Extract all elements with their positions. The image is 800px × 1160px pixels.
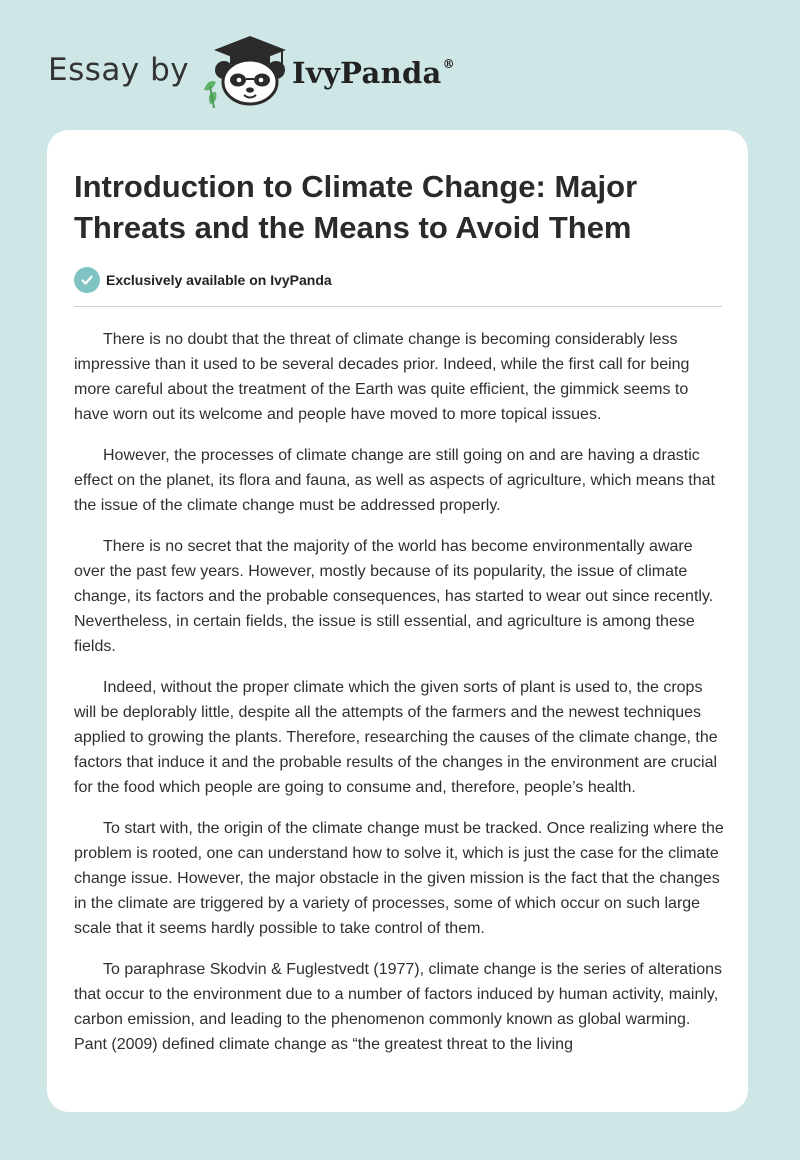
paragraph: However, the processes of climate change are still going on and are having a drastic effect on the planet, its flora and fauna, as well as aspects of agriculture, which means that the issue of the climate change must be addressed properly.	[74, 447, 715, 514]
paragraph: To paraphrase Skodvin & Fuglestvedt (1977), climate change is the series of alterations that occur to the environment due to a number of factors induced by human activity, mainly, carbon emission, and leading to the phenomenon commonly known as global warming. Pant (2009) defined climate change as “the greatest threat to the living	[74, 961, 722, 1053]
paragraph: There is no secret that the majority of the world has become environmentally aware over the past few years. However, mostly because of its popularity, the issue of climate change, its factors and the probable consequences, has started to wear out since recently. Nevertheless, in certain fields, the issue is still essential, and agriculture is among these fields.	[74, 538, 714, 655]
brand-name[interactable]	[292, 56, 455, 90]
paragraph: To start with, the origin of the climate change must be tracked. Once realizing where the problem is rooted, one can understand how to solve it, which is just the case for the climate change issue. However, the major obstacle in the given mission is the fact that the changes in the climate are triggered by a variety of processes, some of which occur on such large scale that it seems hardly possible to take control of them.	[74, 820, 724, 937]
panda-logo-icon[interactable]	[200, 30, 294, 110]
essay-by-label: Essay by	[48, 52, 190, 88]
essay-title: Introduction to Climate Change: Major Threats and the Means to Avoid Them	[74, 169, 638, 245]
paragraph: Indeed, without the proper climate which the given sorts of plant is used to, the crops will be deplorably little, despite all the attempts of the farmers and the newest techniques applied to growing the plants. Therefore, researching the causes of the climate change, the factors that induce it and the probable results of the changes in the environment are crucial for the food which people are going to consume and, therefore, people’s health.	[74, 679, 718, 796]
site-header	[48, 28, 748, 118]
essay-card	[47, 130, 748, 1112]
essay-content	[74, 166, 724, 1053]
exclusive-badge	[74, 266, 724, 294]
exclusive-label: Exclusively available on IvyPanda	[106, 272, 332, 288]
divider	[74, 306, 722, 307]
registered-mark: ®	[442, 57, 455, 72]
paragraph: There is no doubt that the threat of climate change is becoming considerably less impressive than it used to be several decades prior. Indeed, while the first call for being more careful about the treatment of the Earth was quite efficient, the gimmick seems to have worn out its welcome and people have moved to more topical issues.	[74, 331, 690, 423]
brand-label: IvyPanda	[292, 56, 442, 90]
essay-body	[74, 327, 724, 1053]
check-icon	[74, 267, 100, 293]
